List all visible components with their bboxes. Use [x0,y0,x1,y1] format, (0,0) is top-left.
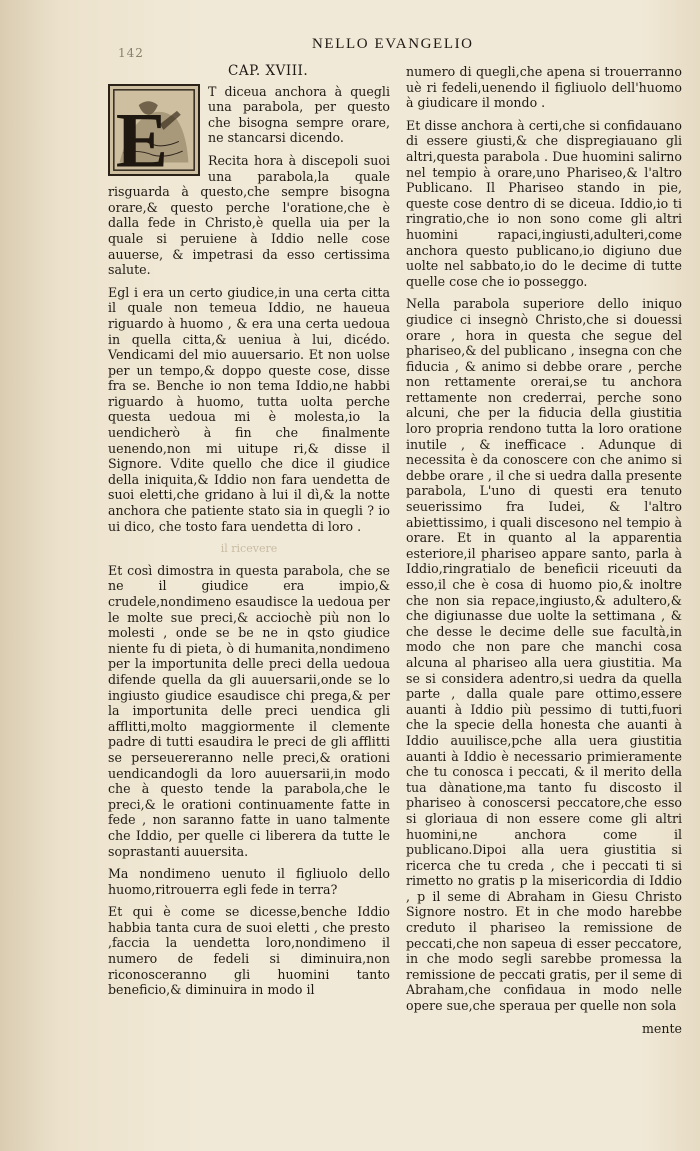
svg-text:E: E [115,95,169,174]
running-title: NELLO EVANGELIO [312,36,474,52]
bleed-through-text: il ricevere [220,542,278,556]
paragraph: Recita hora à discepoli suoi una parabola,la quale risguarda à questo,che sempre bisogna orare,& questo perche l'oratione,che è dalla fede in Christo,è quella uia per la quale si peruiene à Iddio nelle cose auuerse, & impetrasi da esso certissima salute. [108,152,390,278]
chapter-heading: CAP. XVIII. [228,63,309,79]
folio-number: 142 [118,46,144,60]
paragraph: Et disse anchora à certi,che si confidauano di essere giusti,& che dispregiauano gli altri,questa parabola . Due huomini salirno nel tempio à orare,uno Phariseo,& l'altro Publicano. Il Phariseo stando in pie, queste cose dentro di se diceua. Iddio,io ti ringratio,che io non sono come gli altri huomini rapaci,ingiusti,adulteri,come anchora questo publicano,io digiuno due uolte nel sabbato,io do le decime di tutte quelle cose che io posseggo. [406,117,682,289]
decorated-initial-icon [108,84,200,176]
woodcut-initial-icon [110,86,198,174]
paragraph: Et qui è come se dicesse,benche Iddio habbia tanta cura de suoi eletti , che presto ,faccia la uendetta loro,nondimeno il numero de fedeli si diminuira,non riconosceranno gli huomini tanto beneficio,& diminuira in modo il [108,904,390,998]
paragraph: Egl i era un certo giudice,in una certa citta il quale non temeua Iddio, ne haueua riguardo à huomo , & era una certa uedoua in quella citta,& ueniua à lui, dicédo. Vendicami del mio auuersario. Et non uolse per un tempo,& doppo queste cose, disse fra se. Benche io non tema Iddio,ne habbi riguardo à huomo, tutta uolta perche questa uedoua mi è molesta,io la uendicherò à fin che finalmente uenendo,non mi uitupe ri,& disse il Signore. Vdite quello che dice il giudice della iniquita,& Iddio non fara uendetta de suoi eletti,che gridano à lui il dì,& la notte anchora che patiente stato sia in quegli ? io ui dico, che tosto fara uendetta di loro . [108,284,390,534]
paragraph: numero di quegli,che apena si trouerranno uè ri fedeli,uenendo il figliuolo dell'huomo à giudicare il mondo . [406,64,682,111]
paragraph: Nella parabola superiore dello iniquo giudice ci insegnò Christo,che si douessi orare , hora in questa che segue del phariseo,& del publicano , insegna con che fiducia , & animo si debbe orare , perche non rettamente orerai,se tu anchora rettamente non crederrai, perche sono alcuni, che per la fiducia della giustitia loro propria rendono tutta la loro oratione inutile , & inefficace . Adunque di necessita è da conoscere con che animo si debbe orare , il che si uedra dalla presente parabola, L'uno di questi era tenuto seuerissimo fra Iudei, & l'altro abiettissimo, i quali discesono nel tempio à orare. Et in quanto al la apparentia esteriore,il phariseo appare santo, parla à Iddio,ringratialo de beneficii riceuuti da esso,il che è cosa di huomo pio,& inoltre che non sia repace,ingiusto,& adultero,& che digiunasse due uolte la settimana , & che desse le decime delle sue facultà,in modo che non pare che manchi cosa alcuna al phariseo alla uera giustitia. Ma se si considera adentro,si uedra da quella parte , dalla quale pare ottimo,essere auanti à Iddio più pessimo di tutti,fuori che la specie della honesta che auanti à Iddio auuilisce,pche alla uera giustitia auanti à Iddio è necessario primieramente che tu conosca i peccati, & il merito della tua dànatione,ma tanto fu discosto il phariseo à conoscersi peccatore,che esso si gloriaua di non essere come gli altri huomini,ne anchora come il publicano.Dipoi alla uera giustitia si ricerca che tu creda , che i peccati ti si rimetto no gratis p la misericordia di Iddio , p il seme di Abraham in Giesu Christo Signore nostro. Et in che modo harebbe creduto il phariseo la remissione de peccati,che non sapeua di esser peccatore, in che modo segli sarebbe promessa la remissione de peccati gratis, per il seme di Abraham,che confidaua in modo nelle opere sue,che speraua per quelle non sola [406,296,682,1014]
right-column [406,64,682,1043]
catchword: mente [641,1020,682,1036]
left-column [108,64,390,1005]
paragraph: Et così dimostra in questa parabola, che se ne il giudice era impio,& crudele,nondimeno esaudisce la uedoua per le molte sue preci,& acciochè più non lo molesti , onde se be ne in qsto giudice niente fu di pieta, ò di humanita,nondimeno per la importunita delle preci della uedoua difende quella da gli auuersarii,onde se lo ingiusto giudice esaudisce chi prega,& per la importunita delle preci uendica gli afflitti,molto maggiormente il clemente padre di tutti esaudira le preci de gli afflitti se perseuereranno nelle preci,& orationi uendicandogli da loro auuersarii,in modo che à questo tende la parabola,che le preci,& le orationi continuamente fatte in fede , non saranno fatte in uano talmente che Iddio, per quelle ci liberera da tutte le soprastanti auuersita. [108,562,390,859]
paragraph: T diceua anchora à quegli una parabola, per questo che bisogna sempre orare, ne stancarsi dicendo. [208,83,390,146]
paragraph: Ma nondimeno uenuto il figliuolo dello huomo,ritrouerra egli fede in terra? [108,866,390,897]
